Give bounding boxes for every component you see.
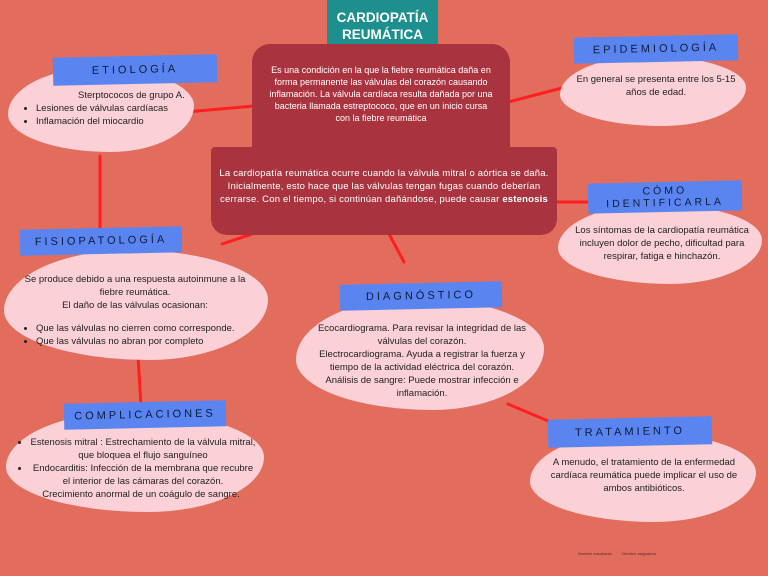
complicaciones-label: COMPLICACIONES <box>64 400 227 429</box>
diagnostico-line: Análisis de sangre: Puede mostrar infección e inflamación. <box>325 375 519 399</box>
center-description-bold: estenosis <box>502 194 548 205</box>
complicaciones-extra: Crecimiento anormal de un coágulo de sangre. <box>42 489 240 500</box>
footer-right: Nombre asignatura <box>622 551 657 556</box>
footer-left: Nombre estudiante <box>578 551 612 556</box>
complicaciones-item: • Estenosis mitral : Estrechamiento de la válvula mitral, que bloquea el flujo sanguíneo <box>30 436 256 462</box>
etiologia-item: • Lesiones de válvulas cardíacas <box>36 102 194 115</box>
connector-etiologia <box>186 106 254 112</box>
epidemiologia-label: EPIDEMIOLOGÍA <box>574 34 739 63</box>
center-description-box <box>211 147 557 235</box>
fisiopatologia-item: • Que las válvulas no abran por completo <box>36 335 262 348</box>
tratamiento-text: A menudo, el tratamiento de la enfermedad cardíaca reumática puede implicar el uso de ambos antibióticos. <box>550 457 738 494</box>
complicaciones-list <box>6 436 256 488</box>
title-line1: CARDIOPATÍA <box>336 10 429 25</box>
connector-epidemiologia <box>508 88 562 102</box>
fisiopatologia-item: • Que las válvulas no cierren como corresponde. <box>36 322 262 335</box>
title-line2: REUMÁTICA <box>342 27 423 42</box>
complicaciones-item: • Endocarditis: Infección de la membrana que recubre el interior de las cámaras del corazón. <box>30 462 256 488</box>
center-definition-box <box>252 44 510 156</box>
etiologia-text <box>8 89 194 128</box>
diagnostico-text <box>304 322 540 400</box>
etiologia-intro: Sterptococos de grupo A. <box>78 90 185 101</box>
tratamiento-label: TRATAMIENTO <box>548 416 713 447</box>
fisiopatologia-intro2: El daño de las válvulas ocasionan: <box>62 300 208 311</box>
center-description-text: La cardiopatía reumática ocurre cuando la válvula mitral o aórtica se daña. Inicialmente, esto hace que las válvulas tengan fugas cuando deberían cerrarse. Con el tiempo, si continúan dañándose, puede causar <box>219 168 549 205</box>
como-identificarla-text: Los síntomas de la cardiopatía reumática incluyen dolor de pecho, dificultad para respirar, fatiga e hinchazón. <box>575 225 749 262</box>
center-definition-text: Es una condición en la que la fiebre reumática daña en forma permanente las válvulas del corazón causando inflamación. La válvula cardíaca resulta dañada por una bacteria llamada estreptococo, que en un inicio cursa con la fiebre reumática <box>269 65 493 123</box>
fisiopatologia-list <box>8 322 262 348</box>
epidemiologia-text: En general se presenta entre los 5-15 años de edad. <box>576 74 736 98</box>
fisiopatologia-label: FISIOPATOLOGÍA <box>20 226 183 255</box>
connector-diagnostico <box>389 234 404 262</box>
complicaciones-text <box>6 436 256 501</box>
diagnostico-line: Ecocardiograma. Para revisar la integridad de las válvulas del corazón. <box>317 323 527 347</box>
etiologia-list <box>8 102 194 128</box>
etiologia-label: ETIOLOGÍA <box>53 54 218 85</box>
como-identificarla-label: CÓMO IDENTIFICARLA <box>588 180 743 213</box>
fisiopatologia-text <box>8 273 262 348</box>
diagnostico-line: Electrocardiograma. Ayuda a registrar la fuerza y tiempo de la actividad eléctrica del corazón. <box>319 349 525 373</box>
etiologia-item: • Inflamación del miocardio <box>36 115 194 128</box>
connector-fisiopatologia-complicaciones <box>138 356 141 406</box>
fisiopatologia-intro: Se produce debido a una respuesta autoinmune a la fiebre reumática. <box>24 274 246 298</box>
diagnostico-label: DIAGNÓSTICO <box>340 281 503 310</box>
